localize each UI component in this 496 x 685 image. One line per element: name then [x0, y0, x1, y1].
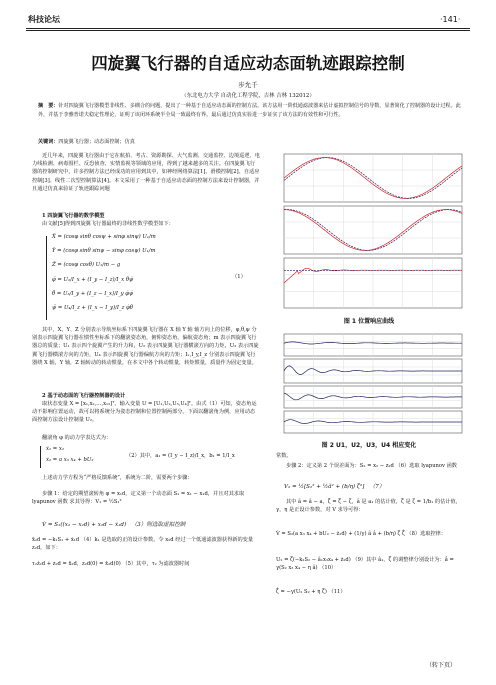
figure-2-caption: 图 2 U1，U2，U3，U4 相应变化	[321, 442, 417, 449]
affiliation: （东北电力大学 自动化工程学院，吉林 吉林 132012）	[181, 93, 315, 99]
step-2-eq-lyapunov: V₂ = ½[S₂² + ½ã² + (b/η) ζ̃²] （7）	[284, 484, 385, 490]
keywords	[38, 138, 462, 147]
abstract	[38, 102, 462, 120]
step-1-eq-filter: τ₂ż₂d + z₂d = x̄₂d，z₂d(0) = x̄₂d(0) （5）其中，τ₂ 为滤波器时间	[32, 561, 190, 567]
adaptive-law: ζ̂̇ = −γ(U₂ S₂ + η ζ̂) （11）	[276, 589, 346, 595]
figure-1	[272, 152, 466, 312]
subsystem-equations	[38, 444, 260, 472]
figure-1-caption: 图 1 位置响应曲线	[343, 318, 395, 325]
journal-section: 科技论坛	[28, 15, 60, 24]
design-intro: 上述动力学方程为“严格反馈系统”，系统为二阶，需要两个步骤：	[42, 475, 193, 481]
step-1: 步骤 1：给定的期望滚转角 φ = x₁d，定义第一个动态面 S₁ = x₁ − x₁d，并且对其求取 lyapunov 函数 求其导得：V₁ = ½S₁²	[32, 491, 245, 506]
continued-note: （转下页）	[426, 662, 457, 669]
introduction: 近几年来，四旋翼飞行器由于它在航拍、考古、资源勘探、大气监测、交通监控、边境巡逻、电力线检测、病毒围栏、反恐侦查、实情监视等领域的应用，得到了越来越多的关注。在四旋翼飞行器的控制研究中，许多控制方法已经成功的应用到其中，如神经网络算法[1]、滑模控制[2]、自适应控制[3]、线性二次型控制算法[4]。本文采用了一种基于自适应动态面的控制方法来设计控制器，并且通过仿真来验证了轨迹跟踪问题	[32, 153, 260, 192]
section-2-heading: 2 基于动态面的飞行器控制器的设计	[42, 393, 126, 399]
subsystem-eq-2: ẋ₂ = a x₃ x₄ + bU₂	[46, 457, 94, 463]
figure-2	[272, 332, 466, 436]
equation-brace	[46, 236, 48, 320]
model-equations	[36, 232, 260, 324]
step-1-tail: 常数。	[276, 453, 292, 459]
equation-psi: ψ̈ = U₄/I_z + (I_x − I_y)/I_z φ̇θ̇	[52, 305, 133, 311]
section-2-text: 取状态变量 X = [x₁,x₂,…,x₁₂]ᵀ，输入变量 U = [U₁,U₂,U₃,U₄]ᵀ。由式（1）可知，姿态角运动不影响位置运动，故可以将系统分为姿态控制和位置控制两部分。下面以翻滚角为例，应用动态面控制方法设计控制量 U₂。	[32, 401, 257, 424]
page-number: ·141·	[440, 15, 461, 24]
equation-number: （1）	[232, 274, 246, 280]
abstract-label: 摘 要：	[38, 103, 59, 109]
step-2: 步骤 2：定义第 2 个误差面为：S₂ = x₂ − z₂d （6）选取 lyapunov 函数	[286, 463, 457, 469]
subsystem-brace	[40, 446, 42, 468]
paper-title: 四旋翼飞行器的自适应动态面轨迹跟踪控制	[91, 54, 405, 73]
step-1-eq-virtual: x̄₂d = −k₁S₁ + ẋ₁d （4）k₁ 是选取的正的设计参数。令 x₂d 经过一个低通滤波器获得新的变量 z₂d，如下：	[32, 537, 254, 552]
equation-theta: θ̈ = U₃/I_y + (I_z − I_x)/I_y φ̇ψ̇	[52, 291, 134, 297]
control-law: U₂ = ζ̂(−k₂S₂ − â₁x₃x₄ + ż₂d) （9）其中 â₁，ζ̂ 的调整律分别设计为：â̇ = γ(S₂ x₃ x₄ − η â) （10）	[276, 557, 454, 572]
subsystem-eq-1: ẋ₁ = x₂	[46, 446, 65, 452]
header-rule	[26, 28, 470, 29]
step-1-eq-lyapunov: V̇ = S₁((x₂ − x₂d) + x₂d − ẋ₁d) （3）则选取虚拟控制	[42, 522, 186, 528]
keywords-label: 关键词：	[38, 139, 59, 145]
header-rule-thin	[26, 30, 470, 31]
equation-z: Z̈ = (cosφ cosθ) U₁/m − g	[52, 262, 121, 268]
section-1-heading: 1 四旋翼飞行器的数学模型	[42, 213, 105, 219]
figure-1-plot	[272, 152, 466, 312]
equation-x: Ẍ = (cosφ sinθ cosψ + sinφ sinψ) U₁/m	[52, 234, 156, 240]
author: 步允千	[238, 81, 258, 89]
equation-phi: φ̈ = U₂/I_x + (I_y − I_z)/I_x θ̇ψ̇	[52, 277, 134, 283]
abstract-text: 针对四旋翼飞行器模型非线性、多耦合的问题，提出了一种基于自适应动态面的控制方法。该方法用一阶低通滤波器来估计虚拟控制信号的导数，显著简化了控制器的设计过程。此外，并基于李雅普诺夫稳定性理论，证明了该闭环系统半全局一致最终有界。最后通过仿真实验进一步证实了该方法的有效性和可行性。	[38, 103, 461, 118]
equation-y: Ÿ = (cosφ sinθ sinψ − sinφ cosψ) U₁/m	[52, 248, 156, 254]
subsystem-eq-note: （2）其中，a₁ = (I_y − I_z)/I_x，b₁ = 1/I_x	[126, 453, 235, 459]
step-2-eq-derivative: V̇ = S₂(a x₃ x₄ + bU₂ − ż₂d) + (1/γ) ã â̇ + (b/η) ζ̃ ζ̂̇ （8）选取控律：	[276, 531, 447, 537]
keywords-text: 四旋翼飞行器；动态面控制；仿真	[58, 139, 135, 145]
figure-2-plot	[272, 332, 466, 436]
model-description: 其中，X、Y、Z 分别表示导航坐标系下四旋翼飞行器在 X 轴 Y 轴 轴方向上的位移，φ,θ,ψ 分别表示四旋翼飞行器在惯性坐标系下的翻滚姿态角，俯仰姿态角，偏航姿态角；m 表示四旋翼飞行器总的质量；U₁ 表示四个旋翼产生的升力和，U₂ 表示四旋翼飞行器横滚方向的力矩，U₃ 表示四旋翼飞行器横滚方向的力矩，U₄ 表示四旋翼飞行器偏航方向的力矩；Iₓ,I_y,I_z 分别表示四旋翼飞行器绕 X 轴，Y 轴，Z 轴转动的转动惯量，在本文中各个转动惯量，转矩惯量，质量作为固定变量。	[32, 327, 259, 366]
subsystem-intro: 翻滚角 φ 的动力学表达式为：	[42, 435, 112, 441]
section-1-text: 由文献[5]得到四旋翼飞行器最终的非线性数学模型如下：	[42, 221, 174, 227]
step-2-text: 其中 ã = â − a，ζ̃ = ζ̂ − ζ，â 是 a₁ 的估计值，ζ̂ 是 ζ = 1/b₁ 的估计值，γ，η 是正设计参数，对 V 求导可得：	[276, 499, 461, 514]
